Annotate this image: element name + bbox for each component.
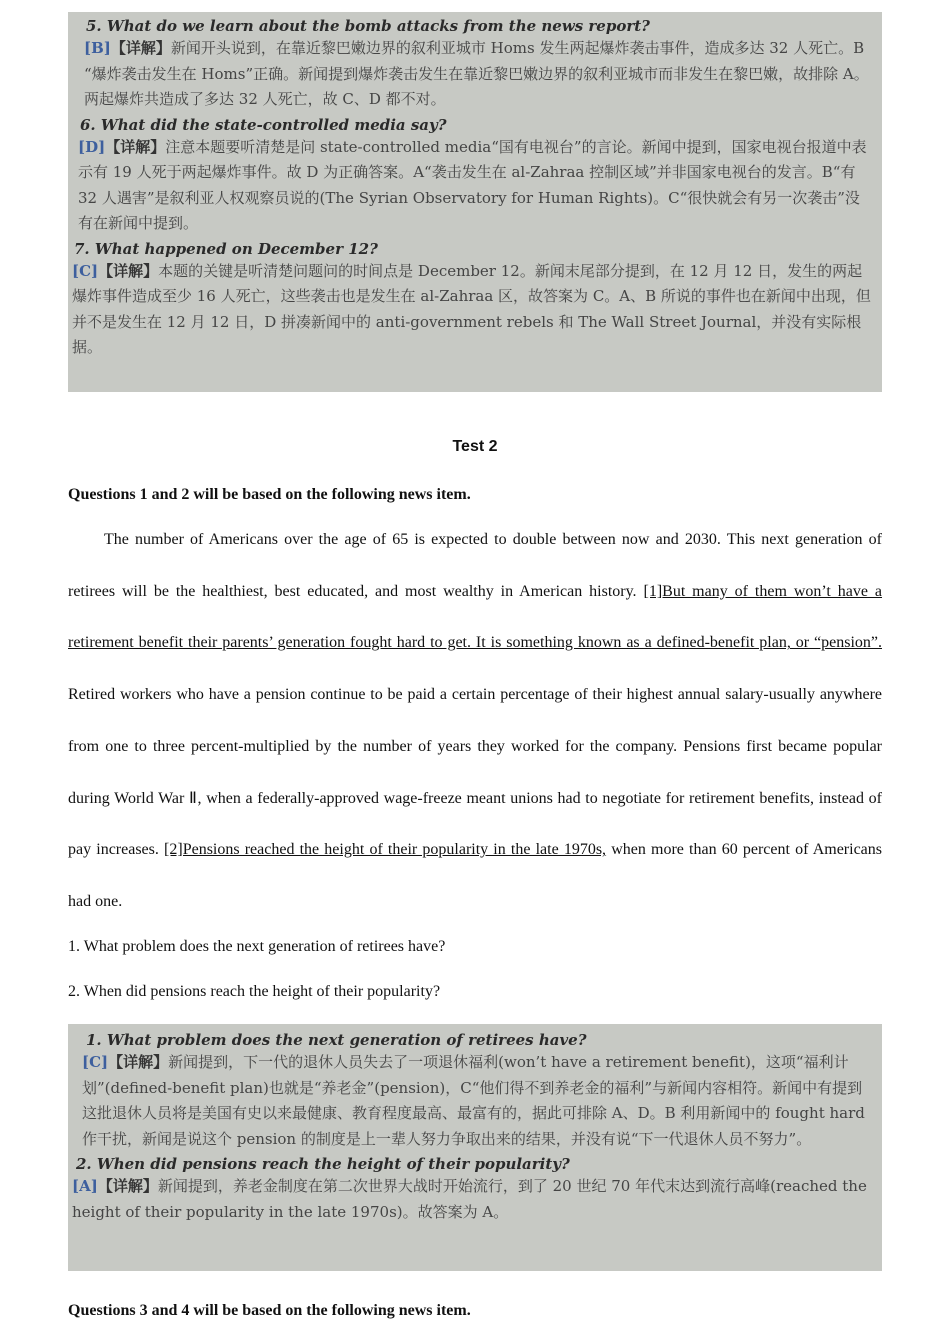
question-6: 6. What did the state-controlled media say? (80, 115, 447, 134)
answer-6 (68, 135, 872, 237)
underlined-sentence-2: [2]Pensions reached the height of their popularity in the late 1970s, (164, 841, 607, 859)
explanation-tag: 【详解】 (97, 1177, 158, 1195)
answer-letter: [C] (72, 261, 99, 280)
underlined-sentence-1: [1]But many of them won’t have a retirement benefit their parents’ generation fought hard to get. It is something known as a defined-benefit plan, or “pension”. (68, 582, 883, 652)
explanation-tag: 【详解】 (105, 137, 166, 156)
question-line-1: 1. What problem does the next generation of retirees have? (68, 938, 446, 955)
section-heading-1: Questions 1 and 2 will be based on the following news item. (68, 486, 471, 503)
answer-text: 新闻提到，养老金制度在第二次世界大战时开始流行，到了 20 世纪 70 年代末达到流行高峰(reached the height of their popularity in the late 1970s)。故答案为 A。 (72, 1177, 867, 1221)
answer-7 (68, 259, 872, 361)
answer-letter: [A] (72, 1177, 98, 1195)
section-heading-2: Questions 3 and 4 will be based on the following news item. (68, 1302, 471, 1319)
answer-key-photo-bottom (68, 1024, 882, 1271)
answer-key-photo-top (68, 12, 882, 392)
answer-1 (68, 1050, 872, 1152)
answer-letter: [B] (84, 39, 111, 57)
question-line-2: 2. When did pensions reach the height of their popularity? (68, 983, 441, 1000)
answer-text: 新闻开头说到，在靠近黎巴嫩边界的叙利亚城市 Homs 发生两起爆炸袭击事件，造成多达 32 人死亡。B “爆炸袭击发生在 Homs”正确。新闻提到爆炸袭击发生在靠近黎巴嫩边界的叙利亚城市而非发生在黎巴嫩，故排除 A。两起爆炸共造成了多达 32 人死亡，故 C、D 都不对。 (84, 39, 869, 108)
question-7: 7. What happened on December 12? (74, 239, 378, 258)
answer-letter: [D] (78, 137, 106, 156)
test-title: Test 2 (452, 438, 498, 455)
question-5: 5. What do we learn about the bomb attacks from the news report? (86, 17, 650, 35)
explanation-tag: 【详解】 (110, 39, 171, 57)
passage-text-3: when more than 60 percent of Americans had one. (68, 841, 882, 910)
passage-text-1: The number of Americans over the age of 65 is expected to double between now and 2030. This next generation of retirees will be the healthiest, best educated, and most wealthy in American history. (68, 531, 882, 600)
answer-letter: [C] (82, 1053, 109, 1071)
answer-text: 本题的关键是听清楚问题问的时间点是 December 12。新闻末尾部分提到，在 12 月 12 日，发生的两起爆炸事件造成至少 16 人死亡，这些袭击也是发生在 al-Zahraa 区，故答案为 C。A、B 所说的事件也在新闻中出现，但并不是发生在 12 月 12 日，D 拼凑新闻中的 anti-government rebels 和 The Wall Street Journal，并没有实际根据。 (72, 261, 871, 356)
explanation-tag: 【详解】 (98, 261, 159, 280)
question-1: 1. What problem does the next generation of retirees have? (86, 1031, 587, 1049)
explanation-tag: 【详解】 (108, 1053, 169, 1071)
answer-text: 新闻提到，下一代的退休人员失去了一项退休福利(won’t have a retirement benefit)，这项“福利计划”(defined-benefit plan)也就是“养老金”(pension)，C“他们得不到养老金的福利”与新闻内容相符。新闻中有提到这批退休人员将是美国有史以来最健康、教育程度最高、最富有的，据此可排除 A、D。B 利用新闻中的 fought hard 作干扰，新闻是说这个 pension 的制度是上一辈人努力争取出来的结果，并没有说“下一代退休人员不努力”。 (82, 1053, 865, 1148)
answer-5 (68, 36, 872, 113)
question-2: 2. When did pensions reach the height of their popularity? (76, 1155, 570, 1173)
news-passage (68, 514, 882, 928)
passage-text-2: Retired workers who have a pension continue to be paid a certain percentage of their highest annual salary-usually anywhere from one to three percent-multiplied by the number of years they worked for the company. Pensions first became popular during World War Ⅱ, when a federally-approved wage-freeze meant unions had to negotiate for retirement benefits, instead of pay increases. (68, 686, 882, 859)
answer-text: 注意本题要听清楚是问 state-controlled media“国有电视台”的言论。新闻中提到，国家电视台报道中表示有 19 人死于两起爆炸事件。故 D 为正确答案。A“袭击发生在 al-Zahraa 控制区域”并非国家电视台的发言。B“有 32 人遇害”是叙利亚人权观察员说的(The Syrian Observatory for Human Rights)。C“很快就会有另一次袭击”没有在新闻中提到。 (78, 137, 867, 232)
answer-2 (68, 1174, 872, 1225)
